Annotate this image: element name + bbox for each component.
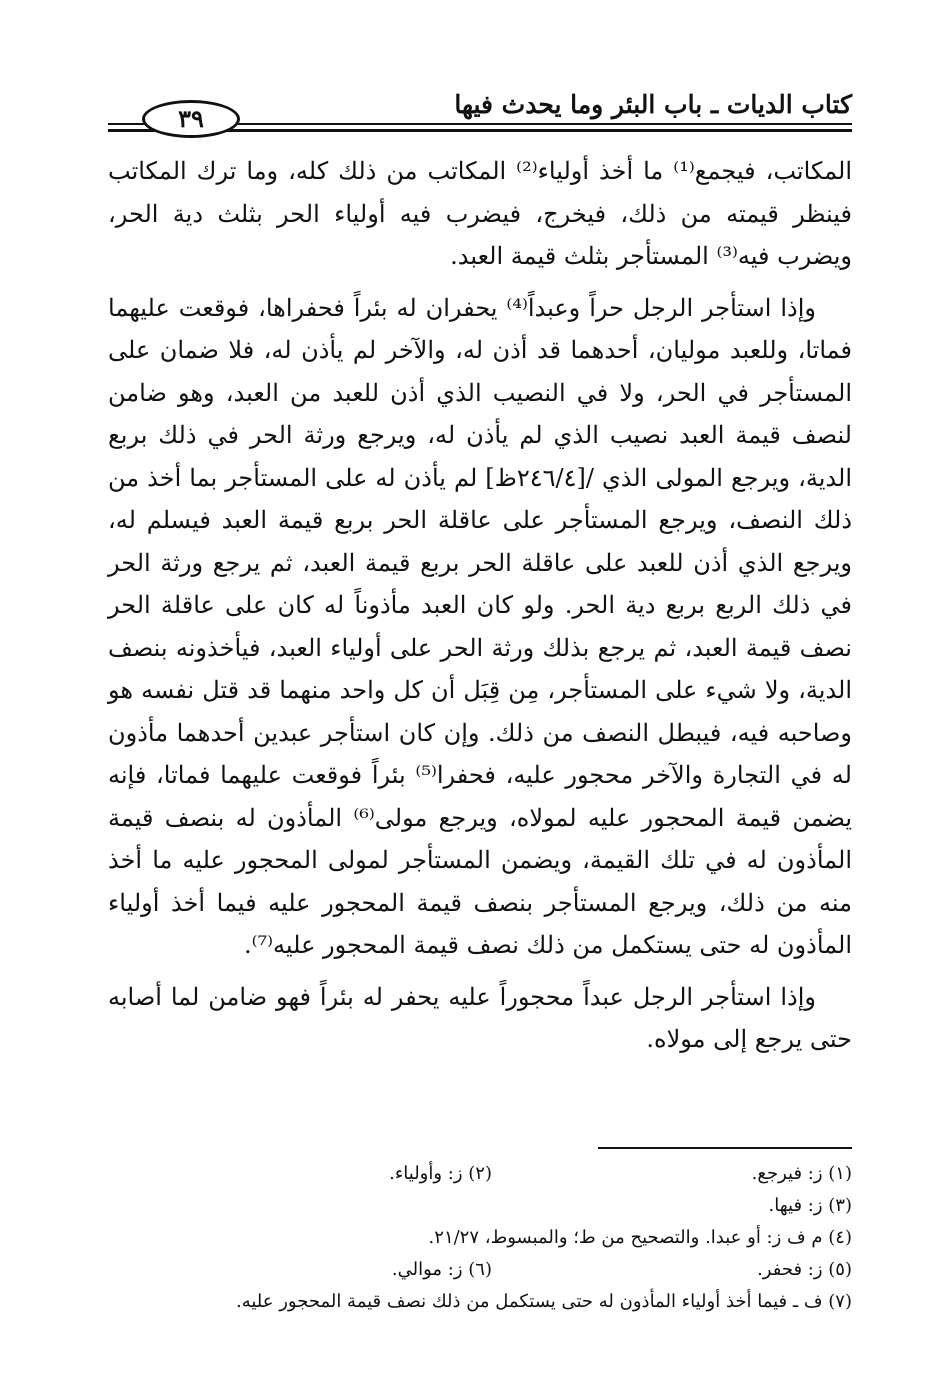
footnote-5: (٥) ز: فحفر.: [757, 1259, 852, 1280]
footnote-row: [108, 1254, 852, 1286]
footnote-1: (١) ز: فيرجع.: [751, 1163, 852, 1184]
page-number: ٣٩: [142, 100, 240, 138]
footnote-row: [108, 1222, 852, 1254]
page-header: [108, 88, 852, 134]
footnote-row: [108, 1190, 852, 1222]
paragraph-3: وإذا استأجر الرجل عبداً محجوراً عليه يحفر له بئراً فهو ضامن لما أصابه حتى يرجع إلى مولاه.: [108, 982, 852, 1053]
paragraph-1: المكاتب، فيجمع⁽¹⁾ ما أخذ أولياء⁽²⁾ المكاتب من ذلك كله، وما ترك المكاتب فينظر قيمته من ذلك، فيخرج، فيضرب فيه أولياء الحر بثلث دية الحر، ويضرب فيه⁽³⁾ المستأجر بثلث قيمة العبد.: [108, 157, 852, 270]
footnote-2: (٢) ز: وأولياء.: [389, 1163, 492, 1184]
footnote-7: (٧) ف ـ فيما أخذ أولياء المأذون له حتى يستكمل من ذلك نصف قيمة المحجور عليه.: [235, 1291, 852, 1312]
running-title: كتاب الديات ـ باب البئر وما يحدث فيها: [454, 90, 852, 119]
footnote-separator: [598, 1147, 852, 1149]
footnote-6: (٦) ز: موالي.: [391, 1259, 492, 1280]
paragraph-2: وإذا استأجر الرجل حراً وعبداً⁽⁴⁾ يحفران له بئراً فحفراها، فوقعت عليهما فماتا، وللعبد موليان، أحدهما قد أذن له، والآخر لم يأذن له، فلا ضمان على المستأجر في الحر، ولا في النصيب الذي أذن للعبد من العبد، وهو ضامن لنصف قيمة العبد نصيب الذي لم يأذن له، ويرجع ورثة الحر في ذلك بربع الدية، ويرجع المولى الذي /[٢٤٦/٤ظ] لم يأذن له على المستأجر بما أخذ من ذلك النصف، ويرجع المستأجر على عاقلة الحر بربع قيمة العبد فيسلم له، ويرجع الذي أذن للعبد على عاقلة الحر بربع قيمة العبد، ثم يرجع ورثة الحر في ذلك الربع بربع دية الحر. ولو كان العبد مأذوناً له كان على عاقلة الحر نصف قيمة العبد، ثم يرجع بذلك ورثة الحر على أولياء العبد، فيأخذونه بنصف الدية، ولا شيء على المستأجر، مِن قِبَل أن كل واحد منهما قد قتل نفسه هو وصاحبه فيه، فيبطل النصف من ذلك. وإن كان استأجر عبدين أحدهما مأذون له في التجارة والآخر محجور عليه، فحفرا⁽⁵⁾ بئراً فوقعت عليهما فماتا، فإنه يضمن قيمة المحجور عليه لمولاه، ويرجع مولى⁽⁶⁾ المأذون له بنصف قيمة المأذون له في تلك القيمة، ويضمن المستأجر لمولى المحجور عليه ما أخذ منه من ذلك، ويرجع المستأجر بنصف قيمة المحجور عليه فيما أخذ أولياء المأذون له حتى يستكمل من ذلك نصف قيمة المحجور عليه⁽⁷⁾.: [108, 293, 853, 959]
footnote-row: [108, 1158, 852, 1190]
footnote-3: (٣) ز: فيها.: [768, 1195, 852, 1216]
footnote-4: (٤) م ف ز: أو عبدا. والتصحيح من ط؛ والمبسوط، ٢١/٢٧.: [428, 1227, 852, 1248]
main-text: [108, 150, 852, 1061]
footnote-row: [108, 1286, 852, 1318]
footnotes: [108, 1158, 852, 1318]
